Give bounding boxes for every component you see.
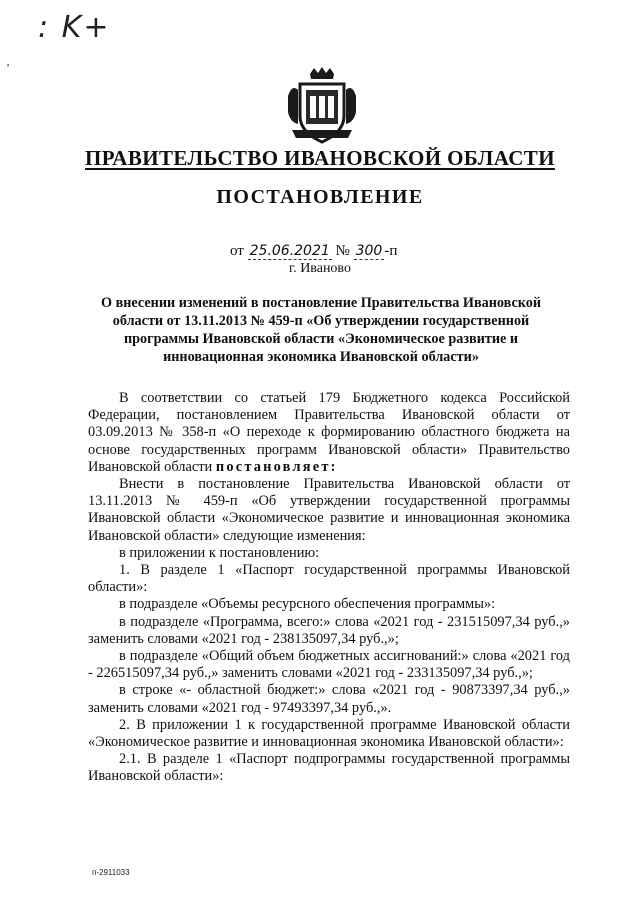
handwritten-note: : K+ xyxy=(38,10,111,45)
body-paragraph: в подразделе «Объемы ресурсного обеспечения программы»: xyxy=(119,596,496,613)
body-paragraph: В соответствии со статьей 179 Бюджетного кодекса Российской Федерации, постановлением Правительства Ивановской области от 03.09.2013 № 358-п «О переходе к формированию областного бюджета на основе государственных программ Ивановской области» Правительство Ивановской области постановляет: xyxy=(88,390,570,475)
handwritten-date: 25.06.2021 xyxy=(249,243,330,259)
document-type: ПОСТАНОВЛЕНИЕ xyxy=(216,186,424,208)
handwritten-mark: ‚ xyxy=(6,54,10,68)
coat-of-arms-icon xyxy=(286,66,358,146)
body-paragraph: в подразделе «Программа, всего:» слова «2021 год - 231515097,34 руб.,» заменить словами «2021 год - 238135097,34 руб.,»; xyxy=(88,613,570,647)
body-paragraph: 2. В приложении 1 к государственной программе Ивановской области «Экономическое развитие и инновационная экономика Ивановской области»: xyxy=(88,716,570,751)
document-body xyxy=(88,390,570,786)
government-title: ПРАВИТЕЛЬСТВО ИВАНОВСКОЙ ОБЛАСТИ xyxy=(85,146,555,170)
number-prefix: № xyxy=(335,243,350,259)
body-paragraph: Внести в постановление Правительства Ивановской области от 13.11.2013 № 459-п «Об утверждении государственной программы Ивановской области «Экономическое развитие и инновационная экономика Ивановской области» следующие изменения: xyxy=(88,476,570,544)
document-code: п-2911033 xyxy=(92,868,130,877)
decree-verb: постановляет: xyxy=(215,458,338,475)
body-paragraph: в строке «- областной бюджет:» слова «2021 год - 90873397,34 руб.,» заменить словами «2021 год - 97493397,34 руб.,». xyxy=(88,682,570,716)
date-prefix: от xyxy=(230,243,244,259)
body-paragraph: в приложении к постановлению: xyxy=(119,544,320,561)
city: г. Иваново xyxy=(289,261,351,276)
body-paragraph: в подразделе «Общий объем бюджетных ассигнований:» слова «2021 год - 226515097,34 руб.,» заменить словами «2021 год - 233135097,34 руб.,»; xyxy=(88,648,570,682)
decree-subject: О внесении изменений в постановление Правительства Ивановской области от 13.11.2013 № 459-п «Об утверждении государственной программы Ивановской области «Экономическое развитие и инновационная экономика Ивановской области» xyxy=(101,295,541,365)
body-paragraph: 1. В разделе 1 «Паспорт государственной программы Ивановской области»: xyxy=(88,562,570,596)
handwritten-number: 300 xyxy=(355,243,383,259)
body-paragraph: 2.1. В разделе 1 «Паспорт подпрограммы государственной программы Ивановской области»: xyxy=(88,751,570,785)
date-number-line xyxy=(230,243,397,260)
number-suffix: -п xyxy=(384,243,398,259)
